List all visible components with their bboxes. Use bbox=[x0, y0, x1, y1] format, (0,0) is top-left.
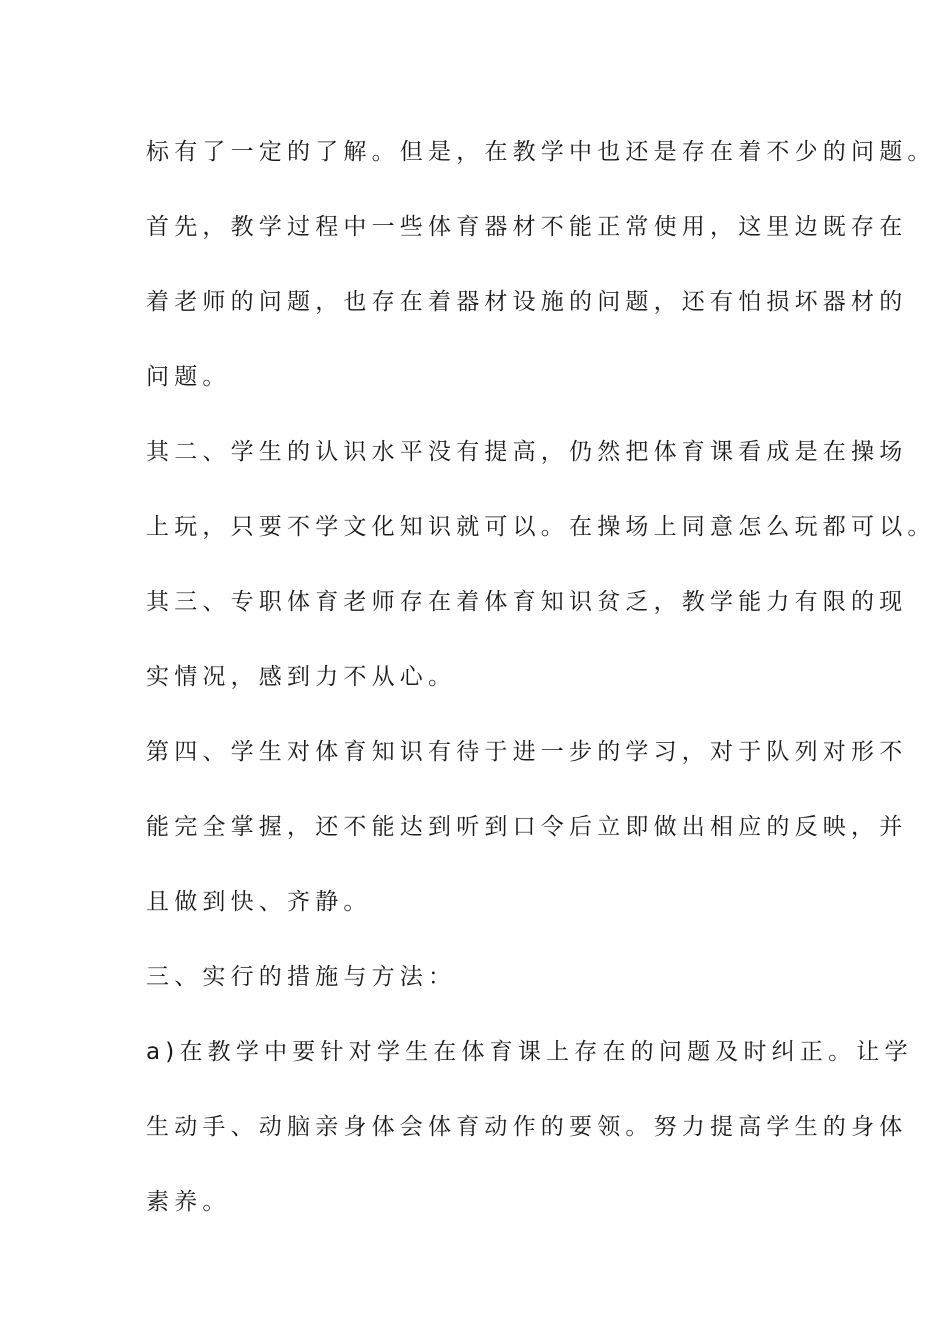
text-line-15: 素养。 bbox=[146, 1189, 231, 1215]
text-line-6: 上玩，只要不学文化知识就可以。在操场上同意怎么玩都可以。 bbox=[146, 514, 936, 540]
text-line-5: 其二、学生的认识水平没有提高，仍然把体育课看成是在操场 bbox=[146, 439, 908, 465]
text-line-14: 生动手、动脑亲身体会体育动作的要领。努力提高学生的身体 bbox=[146, 1114, 908, 1140]
text-line-3: 着老师的问题，也存在着器材设施的问题，还有怕损坏器材的 bbox=[146, 289, 908, 315]
text-line-13: a)在教学中要针对学生在体育课上存在的问题及时纠正。让学 bbox=[146, 1039, 913, 1065]
text-line-8: 实情况，感到力不从心。 bbox=[146, 664, 457, 690]
text-line-1: 标有了一定的了解。但是，在教学中也还是存在着不少的问题。 bbox=[146, 139, 936, 165]
text-line-7: 其三、专职体育老师存在着体育知识贫乏，教学能力有限的现 bbox=[146, 589, 908, 615]
text-line-10: 能完全掌握，还不能达到听到口令后立即做出相应的反映，并 bbox=[146, 814, 908, 840]
text-line-4: 问题。 bbox=[146, 364, 231, 390]
text-line-12: 三、实行的措施与方法： bbox=[146, 964, 457, 990]
text-line-2: 首先，教学过程中一些体育器材不能正常使用，这里边既存在 bbox=[146, 214, 908, 240]
document-body bbox=[146, 126, 936, 1251]
text-line-11: 且做到快、齐静。 bbox=[146, 889, 372, 915]
text-line-9: 第四、学生对体育知识有待于进一步的学习，对于队列对形不 bbox=[146, 739, 908, 765]
